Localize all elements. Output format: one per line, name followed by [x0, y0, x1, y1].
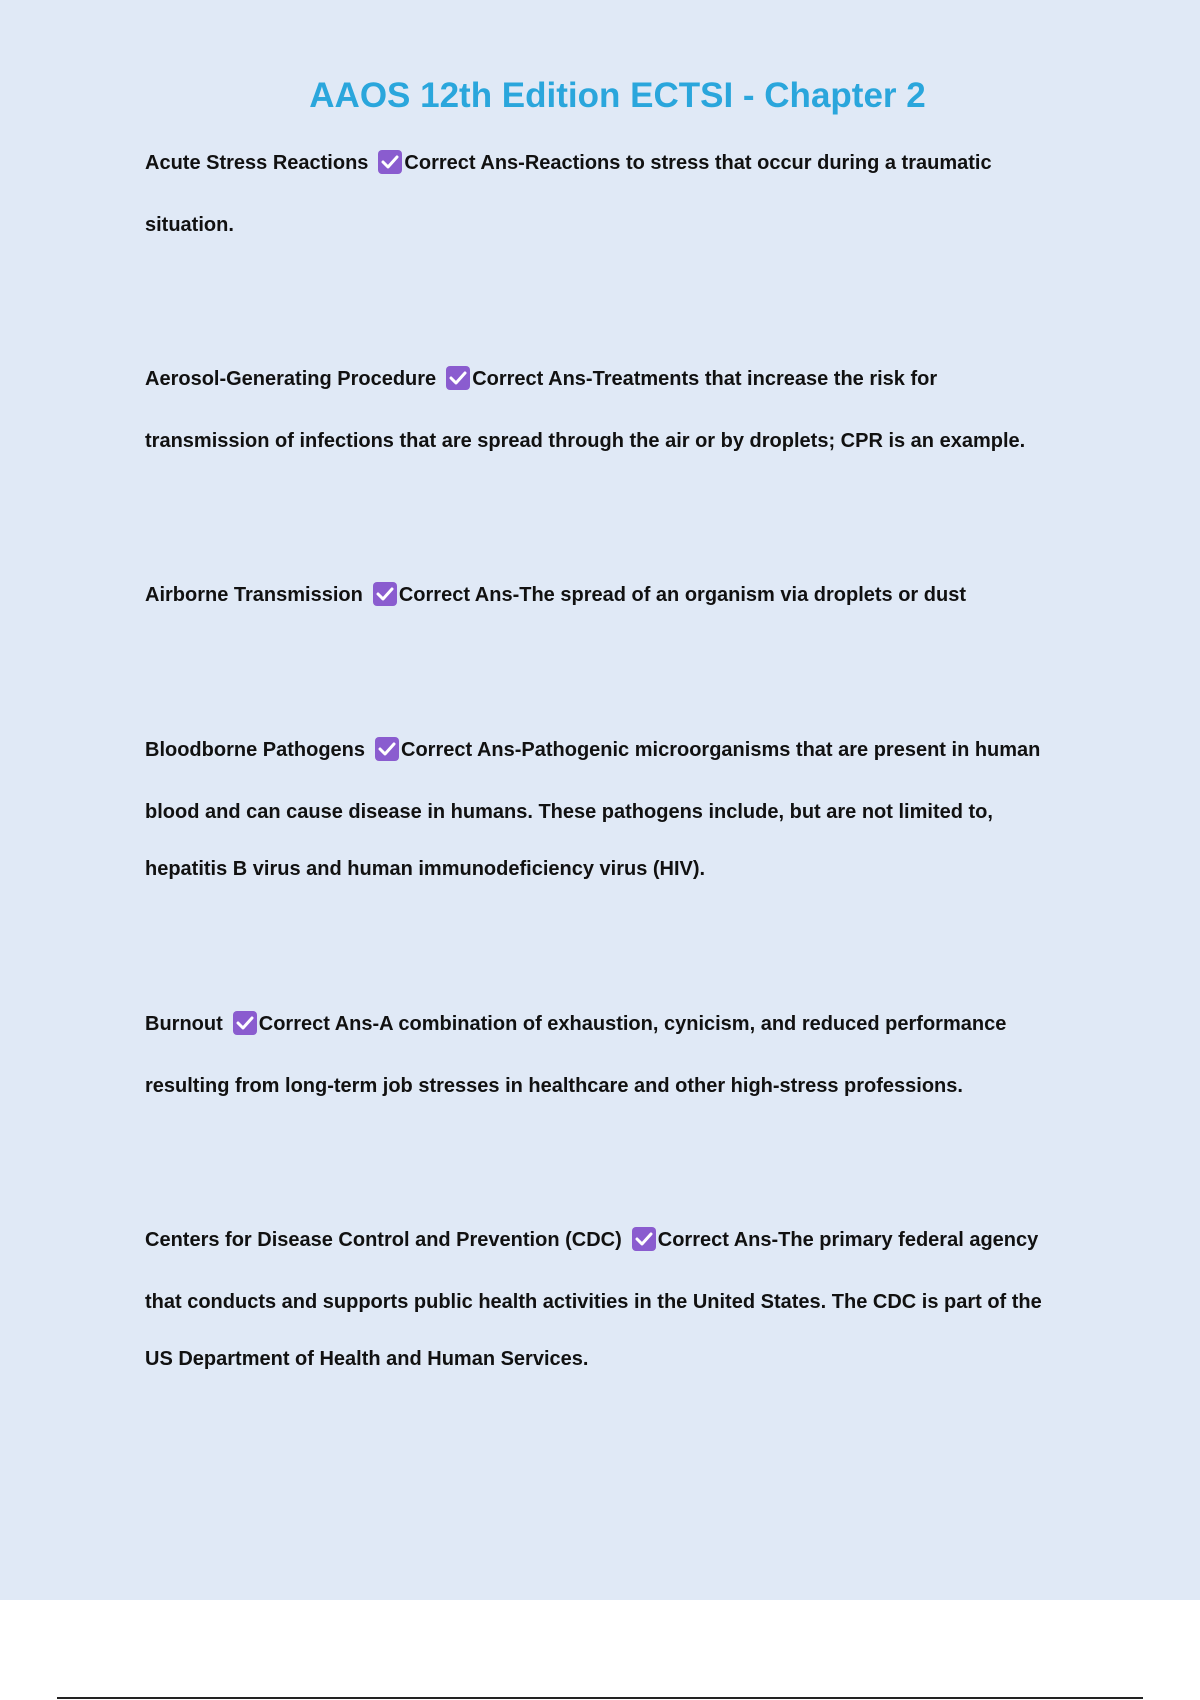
flashcard-entry [145, 1209, 1105, 1390]
footer-divider [57, 1697, 1143, 1699]
definition-line: transmission of infections that are spread through the air or by droplets; CPR is an example. [145, 430, 1026, 452]
definition-line: Correct Ans-Reactions to stress that occur during a traumatic [404, 152, 992, 174]
term: Acute Stress Reactions [145, 152, 369, 174]
term: Aerosol-Generating Procedure [145, 368, 437, 390]
flashcard-entry [145, 132, 1105, 256]
flashcard-entry [145, 719, 1105, 900]
term: Centers for Disease Control and Prevention (CDC) [145, 1229, 622, 1251]
definition-line: blood and can cause disease in humans. These pathogens include, but are not limited to, [145, 801, 993, 823]
definition-line: resulting from long-term job stresses in healthcare and other high-stress professions. [145, 1075, 963, 1097]
definition-line: Correct Ans-A combination of exhaustion, cynicism, and reduced performance [258, 1013, 1007, 1035]
definition-line: Correct Ans-The spread of an organism via droplets or dust [398, 584, 966, 606]
definition-line: Correct Ans-Pathogenic microorganisms that are present in human [401, 739, 1041, 761]
flashcard-entry [145, 348, 1105, 472]
term: Airborne Transmission [145, 584, 363, 606]
definition-line: that conducts and supports public health activities in the United States. The CDC is part of the [145, 1291, 1042, 1313]
definition-line: situation. [145, 214, 234, 236]
flashcard-entry [145, 993, 1105, 1117]
page-title: AAOS 12th Edition ECTSI - Chapter 2 [309, 76, 926, 115]
check-box-icon [378, 150, 402, 174]
term: Bloodborne Pathogens [145, 739, 365, 761]
check-box-icon [233, 1011, 257, 1035]
term: Burnout [145, 1013, 223, 1035]
check-box-icon [632, 1227, 656, 1251]
flashcard-entry [145, 564, 1105, 626]
definition-line: US Department of Health and Human Services. [145, 1348, 589, 1370]
definition-line: hepatitis B virus and human immunodeficiency virus (HIV). [145, 858, 706, 880]
definition-line: Correct Ans-The primary federal agency [657, 1229, 1039, 1251]
check-box-icon [375, 737, 399, 761]
check-box-icon [373, 582, 397, 606]
definition-line: Correct Ans-Treatments that increase the risk for [472, 368, 938, 390]
check-box-icon [446, 366, 470, 390]
